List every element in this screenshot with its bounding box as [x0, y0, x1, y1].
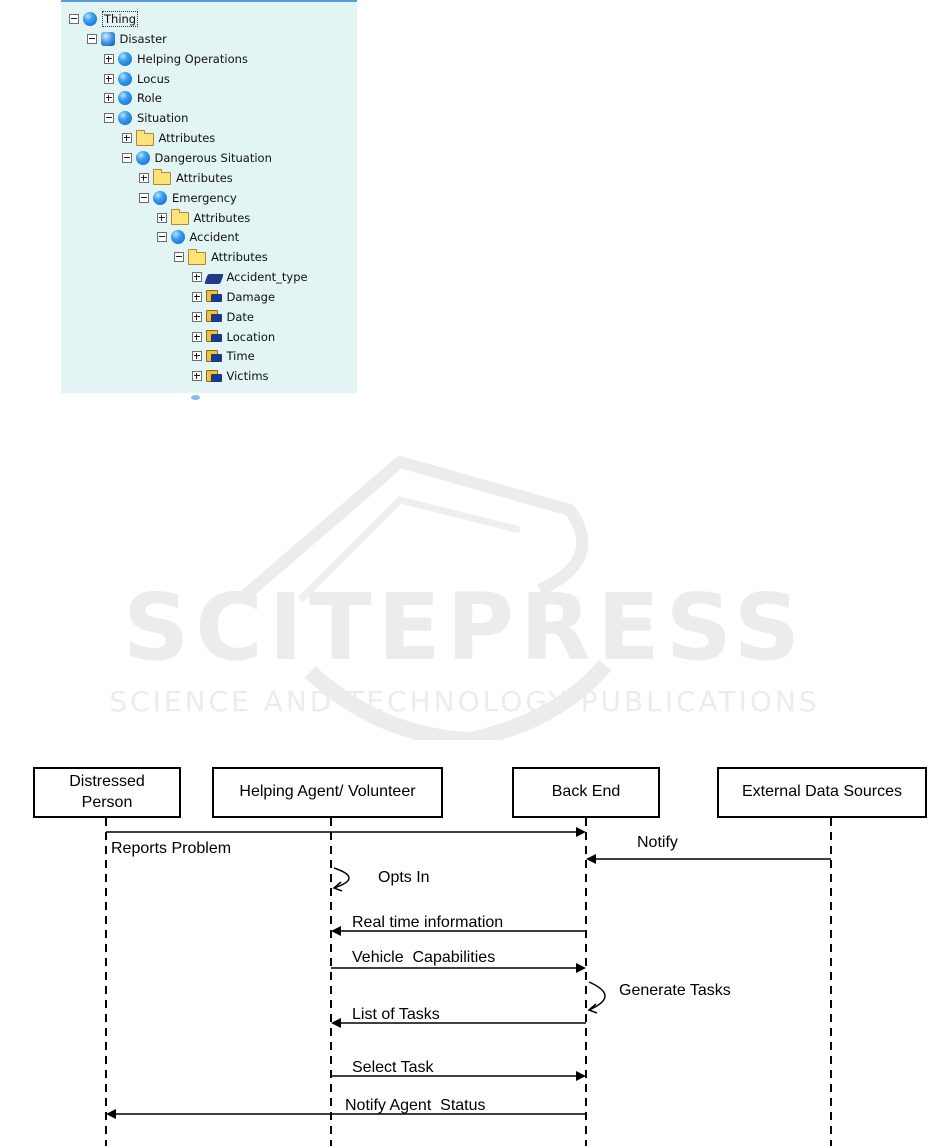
watermark-title: SCITEPRESS [122, 574, 807, 681]
tree-node-label: Damage [226, 289, 276, 304]
tree-node-label: Accident [189, 230, 240, 245]
watermark-subtitle: SCIENCE AND TECHNOLOGY PUBLICATIONS [109, 685, 820, 718]
tree-node-label: Attributes [176, 170, 233, 185]
arrowhead [331, 1018, 341, 1028]
message-label: Notify [637, 834, 678, 851]
tree-node-label: Victims [226, 369, 269, 384]
tree-node-label: Role [137, 91, 162, 106]
tree-node-label: Attributes [158, 131, 216, 146]
actor-agent [212, 767, 443, 818]
tree-node-label: Attributes [211, 250, 268, 265]
actor-label: Back End [551, 783, 621, 801]
message-label: Real time information [352, 914, 504, 931]
actor-label: Helping Agent/ Volunteer [239, 783, 416, 801]
arrowhead [586, 854, 596, 864]
message-label: Select Task [352, 1059, 434, 1076]
tree-node-label: Helping Operations [137, 51, 248, 66]
message-label: Notify Agent Status [345, 1097, 486, 1114]
tree-node-label: Attributes [193, 210, 251, 225]
message-label: List of Tasks [352, 1006, 440, 1023]
self-message-arrow [589, 982, 605, 1010]
actor-backend [512, 767, 660, 818]
message-label: Reports Problem [111, 840, 232, 857]
tree-node-label: Dangerous Situation [154, 150, 272, 165]
tree-node-label: Accident_type [226, 270, 308, 285]
tree-node-label: Time [226, 349, 255, 364]
message-label: Generate Tasks [619, 982, 731, 999]
arrowhead [106, 1109, 116, 1119]
actor-label: External Data Sources [741, 783, 903, 801]
actor-distressed [33, 767, 181, 818]
message-label: Opts In [378, 869, 430, 886]
tree-node-label: Situation [137, 111, 189, 126]
tree-node-label: Thing [104, 12, 137, 26]
arrowhead [331, 926, 341, 936]
actor-external [717, 767, 927, 818]
arrowhead [576, 1071, 586, 1081]
self-message-arrow [334, 868, 349, 888]
tree-node-label: Emergency [172, 190, 237, 205]
actor-label: Distressed Person [69, 772, 145, 811]
tree-node-label: Location [226, 329, 276, 344]
tree-node-label: Disaster [119, 31, 167, 46]
tree-node-label: Date [226, 309, 254, 324]
arrowhead [576, 963, 586, 973]
arrowhead [576, 827, 586, 837]
message-label: Vehicle Capabilities [352, 949, 496, 966]
tree-node-label: Locus [137, 71, 170, 86]
